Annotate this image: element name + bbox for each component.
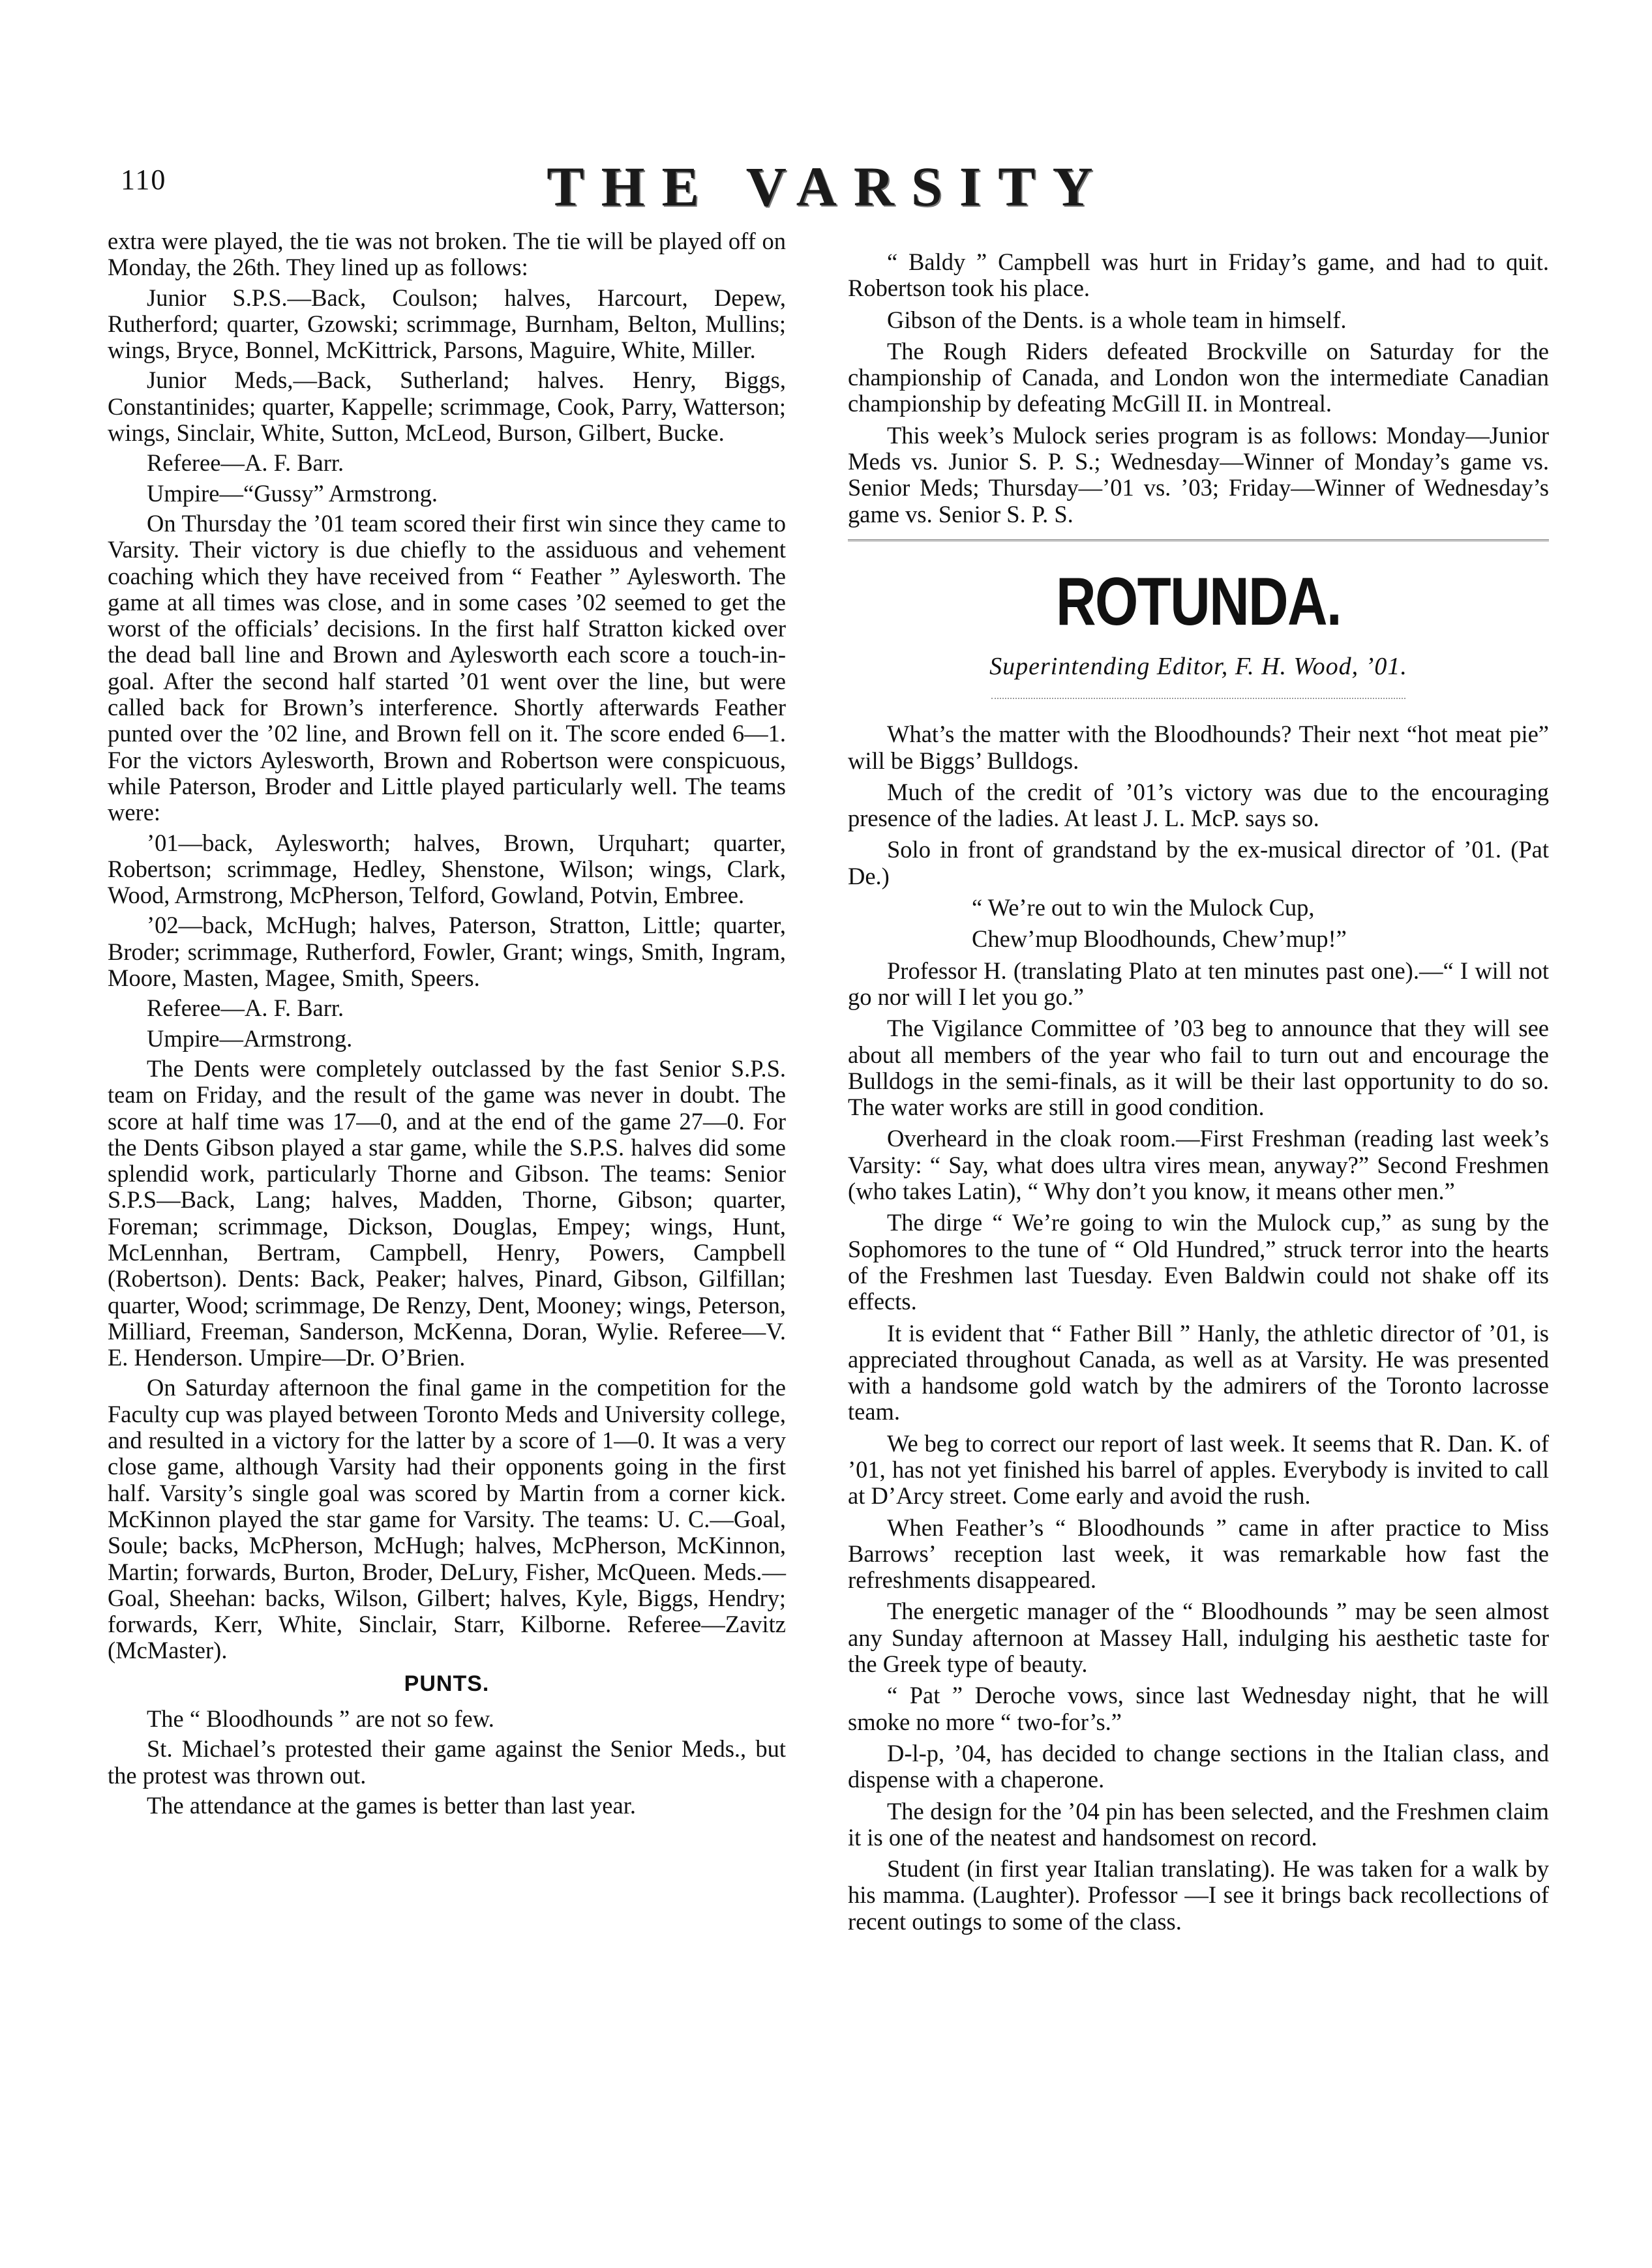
paragraph: Referee—A. F. Barr. bbox=[147, 994, 344, 1022]
paragraph: “ Pat ” Deroche vows, since last Wednesday night, that he will smoke no more “ two-for’s.” bbox=[848, 1682, 1549, 1735]
paragraph: extra were played, the tie was not broken. The tie will be played off on Monday, the 26th. They lined up as follows: bbox=[108, 228, 786, 281]
left-column bbox=[108, 228, 786, 1823]
paragraph: Junior S.P.S.—Back, Coulson; halves, Harcourt, Depew, Rutherford; quarter, Gzowski; scrimmage, Burnham, Belton, Mullins; wings, Bryce, Bonnel, McKittrick, Parsons, Maguire, White, Miller. bbox=[108, 284, 786, 364]
paragraph: Professor H. (translating Plato at ten minutes past one).—“ I will not go nor will I let you go.” bbox=[848, 957, 1549, 1010]
paragraph: Referee—A. F. Barr. bbox=[147, 449, 344, 477]
rotunda-editor-line: Superintending Editor, F. H. Wood, ’01. bbox=[989, 652, 1407, 680]
masthead-title: THE VARSITY bbox=[547, 155, 1110, 218]
paragraph: St. Michael’s protested their game against the Senior Meds., but the protest was thrown out. bbox=[108, 1735, 786, 1789]
paragraph: The design for the ’04 pin has been selected, and the Freshmen claim it is one of the neatest and handsomest on record. bbox=[848, 1797, 1549, 1851]
paragraph: Junior Meds,—Back, Sutherland; halves. Henry, Biggs, Constantinides; quarter, Kappelle; scrimmage, Cook, Parry, Watterson; wings, Sinclair, White, Sutton, McLeod, Burson, Gilbert, Bucke. bbox=[108, 366, 786, 447]
punts-heading: PUNTS. bbox=[404, 1671, 490, 1696]
song-line: Chew’mup Bloodhounds, Chew’mup!” bbox=[972, 925, 1347, 953]
paragraph: Much of the credit of ’01’s victory was due to the encouraging presence of the ladies. At least J. L. McP. says so. bbox=[848, 778, 1549, 832]
section-divider bbox=[848, 539, 1549, 541]
paragraph: When Feather’s “ Bloodhounds ” came in after practice to Miss Barrows’ reception last week, it was remarkable how fast the refreshments disappeared. bbox=[848, 1514, 1549, 1594]
editor-divider bbox=[991, 698, 1405, 699]
paragraph: The Rough Riders defeated Brockville on Saturday for the championship of Canada, and London won the intermediate Canadian championship by defeating McGill II. in Montreal. bbox=[848, 337, 1549, 417]
paragraph: Umpire—“Gussy” Armstrong. bbox=[147, 479, 438, 507]
paragraph: What’s the matter with the Bloodhounds? Their next “hot meat pie” will be Biggs’ Bulldogs. bbox=[848, 721, 1549, 774]
paragraph: ’02—back, McHugh; halves, Paterson, Stratton, Little; quarter, Broder; scrimmage, Rutherford, Fowler, Grant; wings, Smith, Ingram, Moore, Masten, Magee, Smith, Speers. bbox=[108, 912, 786, 992]
paragraph: On Thursday the ’01 team scored their first win since they came to Varsity. Their victory is due chiefly to the assiduous and vehement coaching which they have received from “ Feather ” Aylesworth. The game at all times was close, and in some cases ’02 seemed to get the worst of the officials’ decisions. In the first half Stratton kicked over the dead ball line and Brown and Aylesworth each score a touch-in-goal. After the second half started ’01 went over the line, but were called back for Brown’s interference. Shortly afterwards Feather punted over the ’02 line, and Brown fell on it. The score ended 6—1. For the victors Aylesworth, Brown and Robertson were conspicuous, while Paterson, Broder and Little played particularly well. The teams were: bbox=[108, 509, 786, 826]
paragraph: The energetic manager of the “ Bloodhounds ” may be seen almost any Sunday afternoon at Massey Hall, indulging his aesthetic taste for the Greek type of beauty. bbox=[848, 1598, 1549, 1678]
paragraph: ’01—back, Aylesworth; halves, Brown, Urquhart; quarter, Robertson; scrimmage, Hedley, Shenstone, Wilson; wings, Clark, Wood, Armstrong, McPherson, Telford, Gowland, Potvin, Embree. bbox=[108, 829, 786, 909]
paragraph: We beg to correct our report of last week. It seems that R. Dan. K. of ’01, has not yet finished his barrel of apples. Everybody is invited to call at D’Arcy street. Come early and avoid the rush. bbox=[848, 1429, 1549, 1510]
paragraph: Student (in first year Italian translating). He was taken for a walk by his mamma. (Laughter). Professor —I see it brings back recollections of recent outings to some of the class. bbox=[848, 1855, 1549, 1935]
paragraph: This week’s Mulock series program is as follows: Monday—Junior Meds vs. Junior S. P. S.; Wednesday—Winner of Monday’s game vs. Senior Meds; Thursday—’01 vs. ’03; Friday—Winner of Wednesday’s game vs. Senior S. P. S. bbox=[848, 421, 1549, 528]
page-number: 110 bbox=[121, 164, 167, 196]
paragraph: Umpire—Armstrong. bbox=[147, 1024, 353, 1052]
song-line: “ We’re out to win the Mulock Cup, bbox=[972, 894, 1315, 921]
paragraph: The dirge “ We’re going to win the Mulock cup,” as sung by the Sophomores to the tune of “ Old Hundred,” struck terror into the hearts of the Freshmen last Tuesday. Even Baldwin could not shake off its effects. bbox=[848, 1209, 1549, 1315]
paragraph: Solo in front of grandstand by the ex-musical director of ’01. (Pat De.) bbox=[848, 836, 1549, 889]
rotunda-heading: ROTUNDA. bbox=[1056, 563, 1341, 640]
paragraph: The “ Bloodhounds ” are not so few. bbox=[147, 1705, 494, 1733]
paragraph: The Dents were completely outclassed by the fast Senior S.P.S. team on Friday, and the result of the game was never in doubt. The score at half time was 17—0, and at the end of the game 27—0. For the Dents Gibson played a star game, while the S.P.S. halves did some splendid work, particularly Thorne and Gibson. The teams: Senior S.P.S—Back, Lang; halves, Madden, Thorne, Gibson; quarter, Foreman; scrimmage, Dickson, Douglas, Empey; wings, Hunt, McLennhan, Bertram, Campbell, Henry, Powers, Campbell (Robertson). Dents: Back, Peaker; halves, Pinard, Gibson, Gilfillan; quarter, Wood; scrimmage, De Renzy, Dent, Mooney; wings, Peterson, Milliard, Freeman, Sanderson, McKenna, Doran, Wylie. Referee—V. E. Henderson. Umpire—Dr. O’Brien. bbox=[108, 1054, 786, 1371]
paragraph: “ Baldy ” Campbell was hurt in Friday’s game, and had to quit. Robertson took his place. bbox=[848, 248, 1549, 302]
paragraph: Gibson of the Dents. is a whole team in himself. bbox=[887, 306, 1347, 333]
right-column bbox=[848, 249, 1549, 1940]
paragraph: It is evident that “ Father Bill ” Hanly, the athletic director of ’01, is appreciated throughout Canada, as well as at Varsity. He was presented with a handsome gold watch by the admirers of the Toronto lacrosse team. bbox=[848, 1319, 1549, 1425]
paragraph: Overheard in the cloak room.—First Freshman (reading last week’s Varsity: “ Say, what does ultra vires mean, anyway?” Second Freshmen (who takes Latin), “ Why don’t you know, it means other men.” bbox=[848, 1125, 1549, 1205]
paragraph: On Saturday afternoon the final game in the competition for the Faculty cup was played between Toronto Meds and University college, and resulted in a victory for the latter by a score of 1—0. It was a very close game, although Varsity had their opponents going in the first half. Varsity’s single goal was scored by Martin from a corner kick. McKinnon played the star game for Varsity. The teams: U. C.—Goal, Soule; backs, McPherson, McHugh; halves, McPherson, McKinnon, Martin; forwards, Burton, Broder, DeLury, Fisher, McQueen. Meds.—Goal, Sheehan: backs, Wilson, Gilbert; halves, Kyle, Biggs, Hendry; forwards, Kerr, White, Sinclair, Starr, Kilborne. Referee—Zavitz (McMaster). bbox=[108, 1374, 786, 1664]
paragraph: The attendance at the games is better than last year. bbox=[147, 1791, 636, 1819]
paragraph: D-l-p, ’04, has decided to change sections in the Italian class, and dispense with a chaperone. bbox=[848, 1739, 1549, 1793]
paragraph: The Vigilance Committee of ’03 beg to announce that they will see about all members of the year who fail to turn out and encourage the Bulldogs in the semi-finals, as it will be their last opportunity to do so. The water works are still in good condition. bbox=[848, 1015, 1549, 1121]
